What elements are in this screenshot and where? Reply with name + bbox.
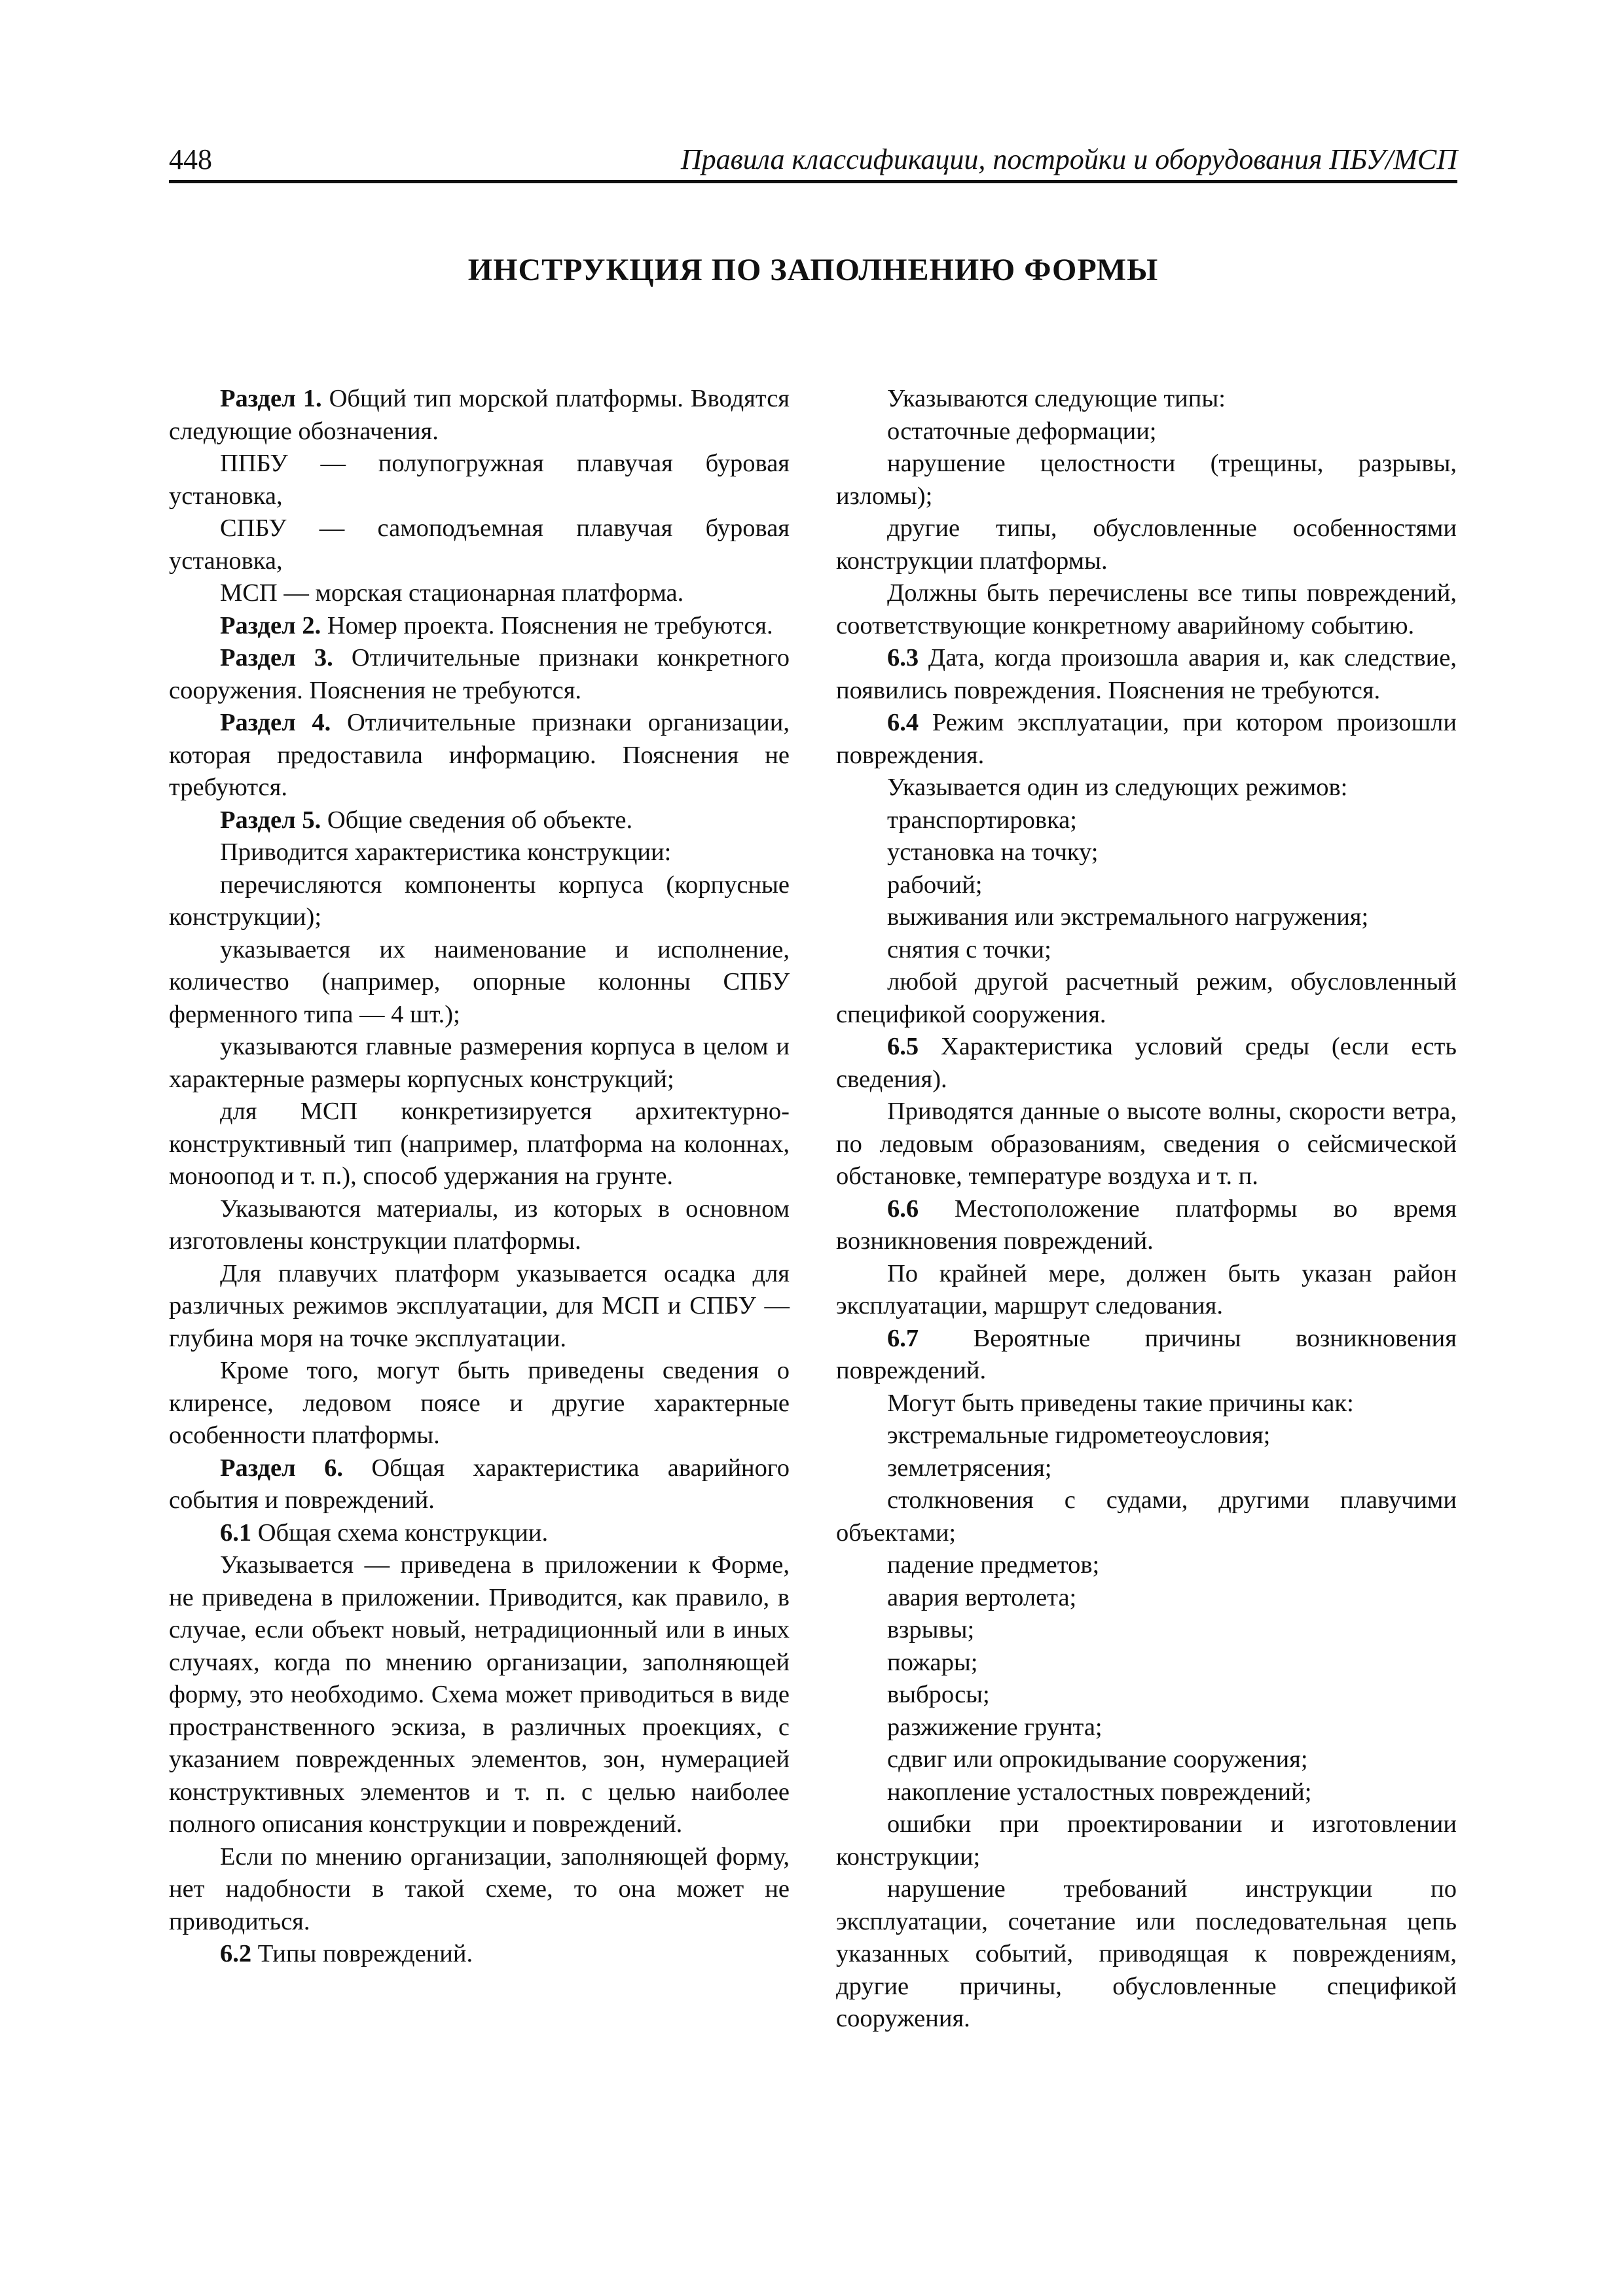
paragraph [169,383,790,448]
paragraph [169,1549,790,1841]
paragraph-text: МСП — морская стационарная платформа. [220,579,684,607]
paragraph [836,901,1457,934]
paragraph-text: указываются главные размерения корпуса в целом и характерные размеры корпусных конструкций; [169,1033,790,1093]
paragraph-text: Общая схема конструкции. [251,1518,549,1547]
paragraph [169,869,790,934]
paragraph-text: любой другой расчетный режим, обусловленный спецификой сооружения. [836,968,1457,1028]
paragraph [836,512,1457,577]
paragraph [836,383,1457,416]
paragraph-text: Местоположение платформы во время возникновения повреждений. [836,1194,1457,1255]
paragraph [169,1938,790,1971]
paragraph-text: выбросы; [887,1681,990,1708]
paragraph-text: нарушение целостности (трещины, разрывы, изломы); [836,450,1457,510]
paragraph [169,1031,790,1096]
section-label: 6.3 [887,644,919,672]
running-title: Правила классификации, постройки и оборудования ПБУ/МСП [680,143,1457,175]
paragraph-text: накопление усталостных повреждений; [887,1778,1312,1806]
paragraph-text: снятия с точки; [887,935,1051,963]
paragraph [836,1582,1457,1615]
paragraph-text: Если по мнению организации, заполняющей форму, нет надобности в такой схеме, то она может не приводиться. [169,1842,790,1935]
paragraph [836,1744,1457,1776]
paragraph-text: Типы повреждений. [251,1940,473,1967]
paragraph-text: Указываются материалы, из которых в основном изготовлены конструкции платформы. [169,1194,790,1255]
paragraph [836,1193,1457,1258]
paragraph [169,642,790,707]
paragraph [836,836,1457,869]
paragraph [169,1258,790,1355]
paragraph-text: Отличительные признаки конкретного сооружения. Пояснения не требуются. [169,644,790,704]
paragraph [169,1452,790,1517]
paragraph-text: Указываются следующие типы: [887,385,1226,412]
paragraph [169,1096,790,1193]
paragraph-text: Для плавучих платформ указывается осадка для различных режимов эксплуатации, для МСП и СПБУ — глубина моря на точке эксплуатации. [169,1259,790,1352]
paragraph [836,804,1457,837]
paragraph-text: нарушение требований инструкции по эксплуатации, сочетание или последовательная цепь указанных событий, приводящая к повреждениям, другие причины, обусловленные спецификой сооружения. [836,1875,1457,2032]
paragraph-text: ППБУ — полупогружная плавучая буровая установка, [169,450,790,510]
paragraph-text: По крайней мере, должен быть указан район эксплуатации, маршрут следования. [836,1259,1457,1319]
paragraph [169,1517,790,1550]
paragraph [836,416,1457,448]
paragraph-text: Приводится характеристика конструкции: [220,838,672,866]
paragraph [836,934,1457,967]
paragraph-text: выживания или экстремального нагружения; [887,903,1369,931]
paragraph [836,1484,1457,1549]
paragraph-text: Общий тип морской платформы. Вводятся следующие обозначения. [169,385,790,445]
paragraph [836,1647,1457,1679]
paragraph-text: взрывы; [887,1616,975,1643]
paragraph [836,1873,1457,2036]
paragraph-text: Общие сведения об объекте. [321,806,633,834]
paragraph-text: Указывается — приведена в приложении к Форме, не приведена в приложении. Приводится, как правило, в случае, если объект новый, нетрадиционный или в иных случаях, когда по мнению организации, заполняющей форму, это необходимо. Схема может приводиться в виде пространственного эскиза, в различных проекциях, с указанием поврежденных элементов, зон, нумерацией конструктивных элементов и т. п. с целью наиболее полного описания конструкции и повреждений. [169,1551,790,1838]
paragraph [836,1096,1457,1193]
paragraph-text: пожары; [887,1648,978,1676]
paragraph [836,642,1457,707]
paragraph [169,610,790,643]
paragraph [169,577,790,610]
paragraph-text: Общая характеристика аварийного события и повреждений. [169,1454,790,1514]
section-label: Раздел 5. [220,806,321,834]
paragraph-text: авария вертолета; [887,1583,1077,1611]
paragraph-text: разжижение грунта; [887,1713,1103,1741]
paragraph [836,772,1457,804]
paragraph [169,1355,790,1452]
paragraph [836,1808,1457,1873]
paragraph [836,966,1457,1031]
paragraph [836,1258,1457,1323]
paragraph-text: другие типы, обусловленные особенностями конструкции платформы. [836,514,1457,575]
paragraph [836,1420,1457,1452]
paragraph [836,1549,1457,1582]
paragraph-text: указывается их наименование и исполнение, количество (например, опорные колонны СПБУ ферменного типа — 4 шт.); [169,935,790,1028]
paragraph [836,1388,1457,1420]
paragraph-text: для МСП конкретизируется архитектурно-конструктивный тип (например, платформа на колоннах, моноопод и т. п.), способ удержания на грунте. [169,1098,790,1190]
paragraph [836,577,1457,642]
paragraph [169,1193,790,1258]
paragraph-text: транспортировка; [887,806,1077,834]
paragraph-text: установка на точку; [887,838,1099,866]
section-label: Раздел 3. [220,644,333,672]
paragraph [836,1323,1457,1388]
paragraph [836,448,1457,512]
paragraph-text: СПБУ — самоподъемная плавучая буровая установка, [169,514,790,575]
paragraph-text: перечисляются компоненты корпуса (корпусные конструкции); [169,870,790,931]
page-header [169,143,1457,183]
paragraph-text: остаточные деформации; [887,417,1157,445]
paragraph-text: рабочий; [887,870,983,899]
paragraph [836,1712,1457,1744]
section-label: 6.6 [887,1194,919,1223]
paragraph-text: Характеристика условий среды (если есть сведения). [836,1033,1457,1093]
paragraph [169,448,790,512]
paragraph-text: падение предметов; [887,1551,1100,1579]
section-label: Раздел 4. [220,709,331,736]
document-title: ИНСТРУКЦИЯ ПО ЗАПОЛНЕНИЮ ФОРМЫ [467,253,1159,287]
paragraph-text: Могут быть приведены такие причины как: [887,1389,1354,1417]
paragraph [836,869,1457,902]
paragraph-text: столкновения с судами, другими плавучими объектами; [836,1486,1457,1547]
paragraph [836,1452,1457,1485]
paragraph-text: Кроме того, могут быть приведены сведения о клиренсе, ледовом поясе и другие характерные особенности платформы. [169,1357,790,1449]
section-label: 6.2 [220,1940,252,1967]
paragraph [836,1679,1457,1712]
paragraph-text: ошибки при проектировании и изготовлении конструкции; [836,1810,1457,1871]
paragraph [169,1841,790,1939]
paragraph [836,707,1457,772]
paragraph-text: Указывается один из следующих режимов: [887,774,1348,801]
paragraph [169,707,790,804]
paragraph-text: Отличительные признаки организации, которая предоставила информацию. Пояснения не требуются. [169,709,790,801]
section-label: 6.1 [220,1518,252,1547]
paragraph-text: Вероятные причины возникновения повреждений. [836,1324,1457,1384]
paragraph [169,512,790,577]
paragraph-text: Номер проекта. Пояснения не требуются. [321,611,773,639]
paragraph [836,1614,1457,1647]
paragraph [169,836,790,869]
paragraph-text: экстремальные гидрометеоусловия; [887,1422,1271,1449]
paragraph [169,934,790,1031]
section-label: 6.5 [887,1033,919,1060]
section-label: Раздел 1. [220,385,322,412]
paragraph-text: землетрясения; [887,1454,1052,1482]
paragraph-text: Приводятся данные о высоте волны, скорости ветра, по ледовым образованиям, сведения о сейсмической обстановке, температуре воздуха и т. п. [836,1098,1457,1190]
right-column [836,383,1457,2036]
paragraph-text: Должны быть перечислены все типы повреждений, соответствующие конкретному аварийному событию. [836,579,1457,639]
paragraph-text: Режим эксплуатации, при котором произошли повреждения. [836,709,1457,769]
paragraph [836,1776,1457,1809]
section-label: 6.4 [887,709,919,736]
page-number: 448 [169,143,212,175]
paragraph [836,1031,1457,1096]
section-label: Раздел 6. [220,1454,343,1482]
paragraph-text: сдвиг или опрокидывание сооружения; [887,1746,1308,1773]
section-label: 6.7 [887,1324,919,1352]
left-column [169,383,790,1971]
paragraph [169,804,790,837]
section-label: Раздел 2. [220,611,321,639]
paragraph-text: Дата, когда произошла авария и, как следствие, появились повреждения. Пояснения не требуются. [836,644,1457,704]
